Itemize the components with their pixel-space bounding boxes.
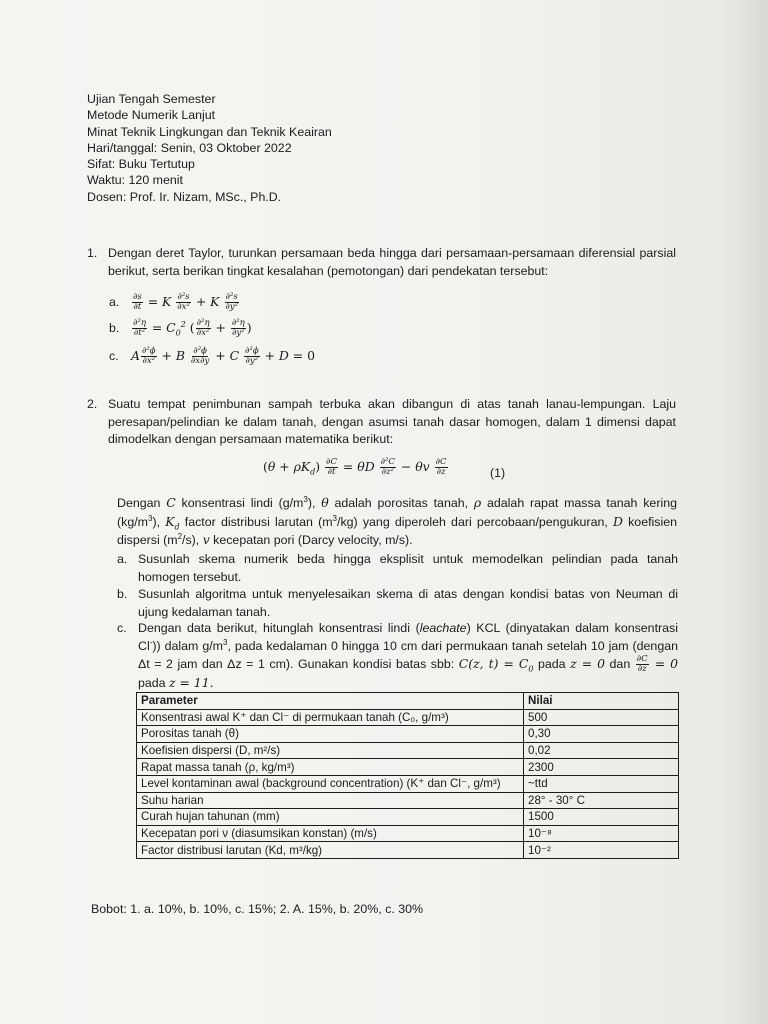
table-row [137, 809, 679, 826]
value-cell: 500 [524, 709, 679, 726]
parameter-cell: Level kontaminan awal (background concentration) (K⁺ dan Cl⁻, g/m³) [137, 775, 524, 792]
question-number: 1. [87, 246, 98, 260]
table-row [137, 825, 679, 842]
pde-a: $\frac{\partial s}{\partial t}$ = K $\frac{\text{∂²s}}{\text{∂x²}}$ + K $\frac{\text{∂²s}}{\text{∂y²}}$ [133, 292, 239, 312]
value-cell: 1500 [524, 809, 679, 826]
pde-b: $\frac{\text{∂²η}}{\text{∂t²}}$ = $C_0^2$ ( $\frac{\text{∂²η}}{\text{∂x²}}$ + $\frac{\text{∂²η}}{\text{∂y²}}$ ) [133, 318, 252, 338]
table-row [137, 759, 679, 776]
question-text: Dengan deret Taylor, turunkan persamaan beda hingga dari persamaan-persamaan diferensial parsial berikut, serta berikan tingkat kesalahan (pemotongan) dari pendekatan tersebut: [108, 246, 676, 278]
parameter-cell: Suhu harian [137, 792, 524, 809]
table-row [137, 842, 679, 859]
header-line: Metode Numerik Lanjut [87, 108, 216, 123]
variable-definitions: Dengan C konsentrasi lindi $(g/m^3)$, θ adalah porositas tanah, ρ adalah rapat massa tanah kering $(kg/m^3)$, $K_d$ factor distribusi larutan $(m^3/kg)$ yang diperoleh dari percobaan/pengukuran, D koefisien dispersi $(m^2/s)$, v kecepatan pori (Darcy velocity, m/s). [117, 494, 678, 547]
item-label: c. [109, 349, 119, 363]
parameter-cell: Konsentrasi awal K⁺ dan Cl⁻ di permukaan tanah (C₀, g/m³) [137, 709, 524, 726]
header-line: Hari/tanggal: Senin, 03 Oktober 2022 [87, 140, 292, 155]
equation-1: $(\theta + \rho K_d)$ $\frac{\partial C}{\partial t}$ = θD $\frac{\text{∂²C}}{\text{∂z²}}$ − θv $\frac{\partial C}{\partial z}$ [263, 457, 447, 477]
header-line: Minat Teknik Lingkungan dan Teknik Keairan [87, 124, 332, 139]
value-cell: 2300 [524, 759, 679, 776]
item-label: a. [109, 295, 120, 309]
table-row [137, 709, 679, 726]
table-row [137, 775, 679, 792]
pde-c: A $\frac{\text{∂²ϕ}}{\text{∂x²}}$ + B $\frac{\text{∂²ϕ}}{\partial x\partial y}$ + C $\frac{\text{∂²ϕ}}{\text{∂y²}}$ + D = 0 [131, 346, 315, 366]
parameter-cell: Rapat massa tanah (ρ, kg/m³) [137, 759, 524, 776]
parameter-cell: Kecepatan pori ν (diasumsikan konstan) (m/s) [137, 825, 524, 842]
value-cell: 10⁻² [524, 842, 679, 859]
header-line: Dosen: Prof. Ir. Nizam, MSc., Ph.D. [87, 189, 282, 204]
table-row [137, 726, 679, 743]
value-cell: 10⁻⁸ [524, 825, 679, 842]
weighting-note: Bobot: 1. a. 10%, b. 10%, c. 15%; 2. A. 15%, b. 20%, c. 30% [91, 902, 423, 916]
value-cell: ~ttd [524, 775, 679, 792]
parameter-cell: Curah hujan tahunan (mm) [137, 809, 524, 826]
exam-page: Ujian Tengah Semester Metode Numerik Lanjut Minat Teknik Lingkungan dan Teknik Keairan Hari/tanggal: Senin, 03 Oktober 2022 Sifat: Buku Tertutup Waktu: 120 menit Dosen: Prof. Ir. Nizam, MSc., Ph.D. 1. Dengan deret Taylor, turunkan persamaan beda hingga dari persamaan-persamaan diferensial parsial berikut, serta berikan tingkat kesalahan (pemotongan) dari pendekatan tersebut: a. $\frac{\partial s}{\partial t}$ = K $\frac{\text{∂²s}}{\text{∂x²}}$ + K $\frac{\text{∂²s}}{\text{∂y²}}$ b. $\frac{\text{∂²η}}{\text{∂t²}}$ = $C_0^2$ ( $\frac{\text{∂²η}}{\text{∂x²}}$ + $\frac{\text{∂²η}}{\text{∂y²}}$ ) c. A $\frac{\text{∂²ϕ}}{\text{∂x²}}$ + B $\frac{\text{∂²ϕ}}{\partial x\partial y}$ + C $\frac{\text{∂²ϕ}}{\text{∂y²}}$ + D = 0 2. Suatu tempat penimbunan sampah terbuka akan dibangun di atas tanah lanau-lempungan. Laju peresapan/pelindian ke dalam tanah, dengan asumsi tanah dasar homogen, dalam 1 dimensi dapat dimodelkan dengan persamaan matematika berikut: $(\theta + \rho K_d)$ $\frac{\partial C}{\partial t}$ = θD $\frac{\text{∂²C}}{\text{∂z²}}$ − θv $\frac{\partial C}{\partial z}$ (1) Dengan C konsentrasi lindi $(g/m^3)$, θ adalah porositas tanah, ρ adalah rapat massa tanah kering $(kg/m^3)$, $K_d$ factor distribusi larutan $(m^3/kg)$ yang diperoleh dari percobaan/pengukuran, D koefisien dispersi $(m^2/s)$, v kecepatan pori (Darcy velocity, m/s). a. Susunlah skema numerik beda hingga eksplisit untuk memodelkan pelindian pada tanah homogen tersebut. b. Susunlah algoritma untuk menyelesaikan skema di atas dengan kondisi batas von Neuman di ujung kedalaman tanah. c. Dengan data berikut, hitunglah konsentrasi lindi (leachate) KCL (dinyatakan dalam konsentrasi Cl-)) dalam $g/m^3$, pada kedalaman 0 hingga 10 cm dari permukaan tanah setelah 10 jam (dengan Δt = 2 jam dan Δz = 1 cm). Gunakan kondisi batas sbb: C(z, $t) = C_0$ pada z = 0 dan $\frac{\partial C}{\partial z}$ = 0 pada z = 11. Parameter Nilai Konsentrasi awal K⁺ dan Cl⁻ di permukaan tanah (C₀, g/m³) 500 Porositas tanah (θ) 0,30 Koefisien dispersi (D, m²/s) 0,02 Rapat massa tanah (ρ, kg/m³) 2300 Level kontaminan awal (background concentration) (K⁺ dan Cl⁻, g/m³) ~ttd Suhu harian 28° - 30° C Curah hujan tahunan (mm) 1500 Kecepatan pori ν (diasumsikan konstan) (m/s) 10⁻⁸ Factor distribusi larutan (Kd, m³/kg) 10⁻² Bobot: 1. a. 10%, b. 10%, c. 15%; 2. A. 15%, b. 20%, c. 30% [0, 0, 768, 1024]
column-header: Parameter [137, 693, 524, 710]
parameter-cell: Koefisien dispersi (D, m²/s) [137, 742, 524, 759]
value-cell: 28° - 30° C [524, 792, 679, 809]
page-shadow [722, 0, 768, 1024]
parameter-table [136, 692, 679, 859]
parameter-cell: Factor distribusi larutan (Kd, m³/kg) [137, 842, 524, 859]
table-row [137, 742, 679, 759]
header-line: Waktu: 120 menit [87, 173, 183, 188]
value-cell: 0,02 [524, 742, 679, 759]
parameter-cell: Porositas tanah (θ) [137, 726, 524, 743]
header-line: Sifat: Buku Tertutup [87, 157, 195, 172]
item-label: b. [109, 321, 120, 335]
table-header-row [137, 693, 679, 710]
header-line: Ujian Tengah Semester [87, 92, 216, 106]
table-row [137, 792, 679, 809]
column-header: Nilai [524, 693, 679, 710]
value-cell: 0,30 [524, 726, 679, 743]
question-number: 2. [87, 397, 98, 411]
equation-number: (1) [490, 466, 506, 480]
exam-header [87, 91, 332, 205]
question-text: Suatu tempat penimbunan sampah terbuka akan dibangun di atas tanah lanau-lempungan. Laju peresapan/pelindian ke dalam tanah, dengan asumsi tanah dasar homogen, dalam 1 dimensi dapat dimodelkan dengan persamaan matematika berikut: [108, 397, 676, 446]
